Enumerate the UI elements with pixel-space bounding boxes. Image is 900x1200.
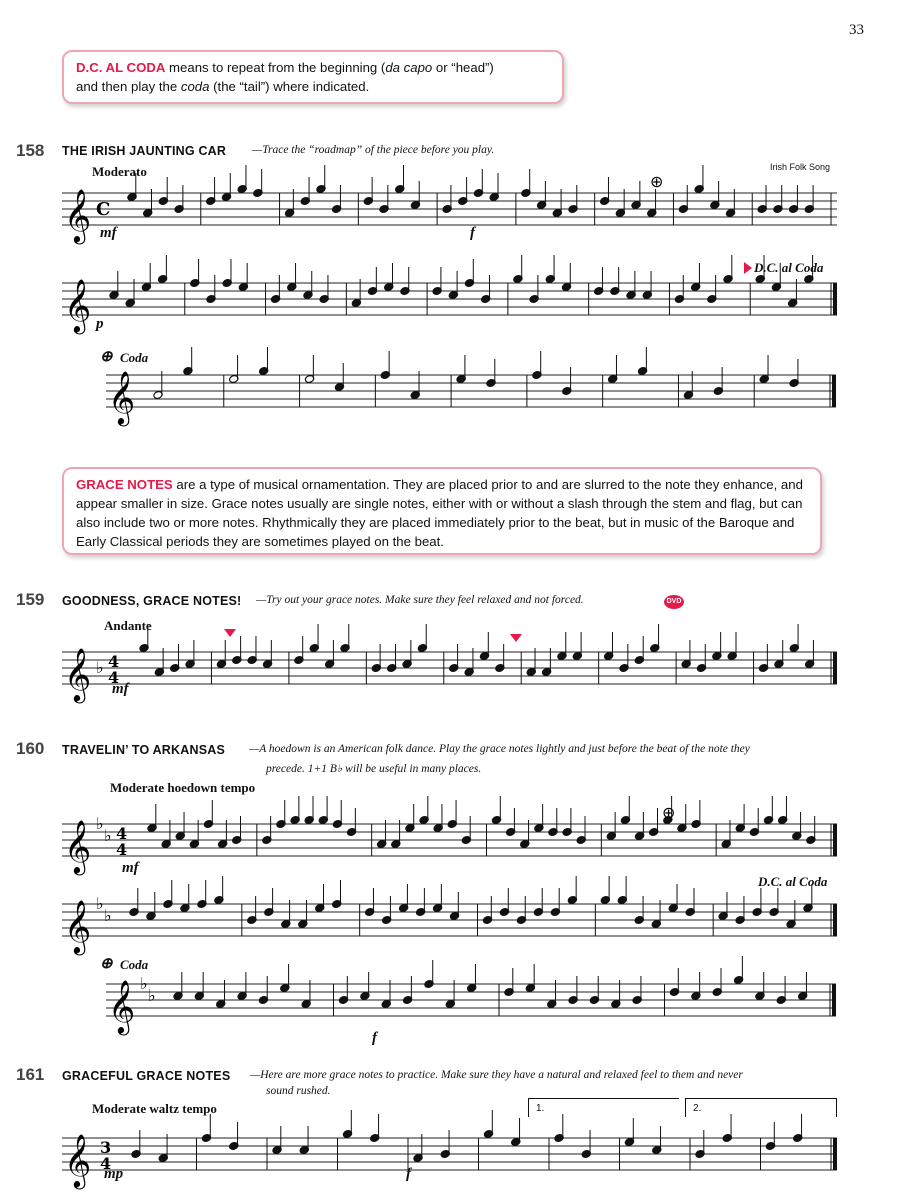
- dynamic-mp: mp: [104, 1166, 124, 1182]
- final-bar-line: [832, 984, 836, 1016]
- final-bar-line: [833, 1138, 837, 1170]
- treble-clef-icon: 𝄞: [64, 1133, 92, 1187]
- exercise-number: 160: [16, 739, 45, 758]
- flat-sign-icon: ♭: [104, 906, 112, 925]
- treble-clef-icon: 𝄞: [64, 647, 92, 701]
- callout-term: D.C. AL CODA: [76, 60, 166, 75]
- time-signature-top: 3: [100, 1138, 112, 1157]
- final-bar-line: [833, 824, 837, 856]
- time-signature-bottom: 4: [108, 668, 120, 687]
- ending-bracket: [528, 1098, 679, 1117]
- time-signature-bottom: 4: [116, 840, 128, 859]
- flat-sign-icon: ♭: [96, 658, 104, 677]
- exercise-title: TRAVELIN’ TO ARKANSAS: [62, 743, 226, 757]
- exercise-number: 161: [16, 1065, 45, 1084]
- dynamic-f: f: [470, 225, 475, 241]
- exercise-description-2: sound rushed.: [266, 1085, 331, 1097]
- exercise-description: —Here are more grace notes to practice. Make sure they have a natural and relaxed feel to them and never: [250, 1069, 743, 1081]
- dynamic-f: f: [406, 1166, 411, 1182]
- flat-sign-icon: ♭: [96, 814, 104, 833]
- dynamic-f: f: [372, 1030, 377, 1046]
- staff-159-1: [62, 644, 837, 701]
- exercise-description: —A hoedown is an American folk dance. Play the grace notes lightly and just before the beat of the note they: [249, 743, 750, 755]
- staff-161-1: [62, 1130, 837, 1187]
- attribution: Irish Folk Song: [770, 162, 831, 172]
- coda-sign-icon: ⊕: [650, 172, 664, 191]
- coda-label: Coda: [120, 350, 149, 365]
- exercise-title: THE IRISH JAUNTING CAR: [62, 144, 227, 158]
- page-number: 33: [849, 22, 864, 38]
- ending-bracket: [685, 1098, 837, 1117]
- time-signature: C: [96, 199, 111, 220]
- callout-term: GRACE NOTES: [76, 477, 173, 492]
- callout-dc-al-coda: D.C. AL CODA means to repeat from the beginning (da capo or “head”) and then play the coda (the “tail”) where indicated.: [62, 50, 564, 104]
- second-ending-label: 2.: [693, 1103, 702, 1114]
- coda-label: Coda: [120, 957, 149, 972]
- exercise-description: —Try out your grace notes. Make sure they feel relaxed and not forced.: [256, 594, 584, 606]
- staff-160-3: [106, 974, 836, 1033]
- treble-clef-icon: 𝄞: [64, 819, 92, 873]
- dc-al-coda-label: D.C. al Coda: [758, 874, 828, 889]
- coda-sign-icon: ⊕: [100, 956, 113, 972]
- dvd-badge: DVD: [664, 595, 684, 609]
- grace-note-pointer-icon: [224, 629, 236, 637]
- first-ending-label: 1.: [536, 1103, 545, 1114]
- exercise-description: —Trace the “roadmap” of the piece before you play.: [252, 144, 495, 156]
- treble-clef-icon: 𝄞: [64, 899, 92, 953]
- time-signature-top: 4: [116, 824, 128, 843]
- dynamic-mf: mf: [100, 225, 117, 241]
- tempo-marking: Moderato: [92, 164, 147, 179]
- staff-158-3: [106, 367, 836, 424]
- dynamic-mf: mf: [112, 681, 129, 697]
- flat-sign-icon: ♭: [104, 826, 112, 845]
- callout-grace-notes: GRACE NOTES are a type of musical ornamentation. They are placed prior to and are slurred to the note they enhance, and appear smaller in size. Grace notes usually are single notes, either with or without a slash through the stem and flag, but can also include two or more notes. Rhythmically they are placed immediately prior to the beat, but in music of the Baroque and Early Classical periods they are sometimes played on the beat.: [62, 467, 822, 555]
- flat-sign-icon: ♭: [148, 986, 156, 1005]
- exercise-title: GRACEFUL GRACE NOTES: [62, 1069, 231, 1083]
- tempo-marking: Moderate waltz tempo: [92, 1101, 217, 1116]
- final-bar-line: [833, 904, 837, 936]
- staff-158-1: [62, 172, 837, 242]
- staff-160-2: [62, 894, 837, 953]
- flat-sign-icon: ♭: [96, 894, 104, 913]
- exercise-number: 158: [16, 141, 45, 160]
- treble-clef-icon: 𝄞: [64, 188, 92, 242]
- tempo-marking: Moderate hoedown tempo: [110, 780, 256, 795]
- dynamic-p: p: [96, 316, 104, 332]
- time-signature-top: 4: [108, 652, 120, 671]
- flat-sign-icon: ♭: [140, 974, 148, 993]
- final-bar-line: [832, 375, 836, 407]
- pointer-arrow-icon: [744, 262, 752, 274]
- coda-sign-icon: ⊕: [100, 349, 113, 365]
- treble-clef-icon: 𝄞: [108, 979, 136, 1033]
- staff-158-2: [62, 275, 837, 332]
- treble-clef-icon: 𝄞: [108, 370, 136, 424]
- tempo-marking: Andante: [104, 618, 152, 633]
- exercise-title: GOODNESS, GRACE NOTES!: [62, 594, 242, 608]
- dc-al-coda-label: D.C. al Coda: [754, 260, 824, 275]
- final-bar-line: [833, 283, 837, 315]
- grace-note-pointer-icon: [510, 634, 522, 642]
- exercise-description-2: precede. 1+1 B♭ will be useful in many places.: [266, 763, 482, 775]
- time-signature-bottom: 4: [100, 1154, 112, 1173]
- final-bar-line: [833, 652, 837, 684]
- treble-clef-icon: 𝄞: [64, 278, 92, 332]
- exercise-number: 159: [16, 590, 45, 609]
- dynamic-mf: mf: [122, 860, 139, 876]
- coda-sign-icon: ⊕: [662, 803, 676, 822]
